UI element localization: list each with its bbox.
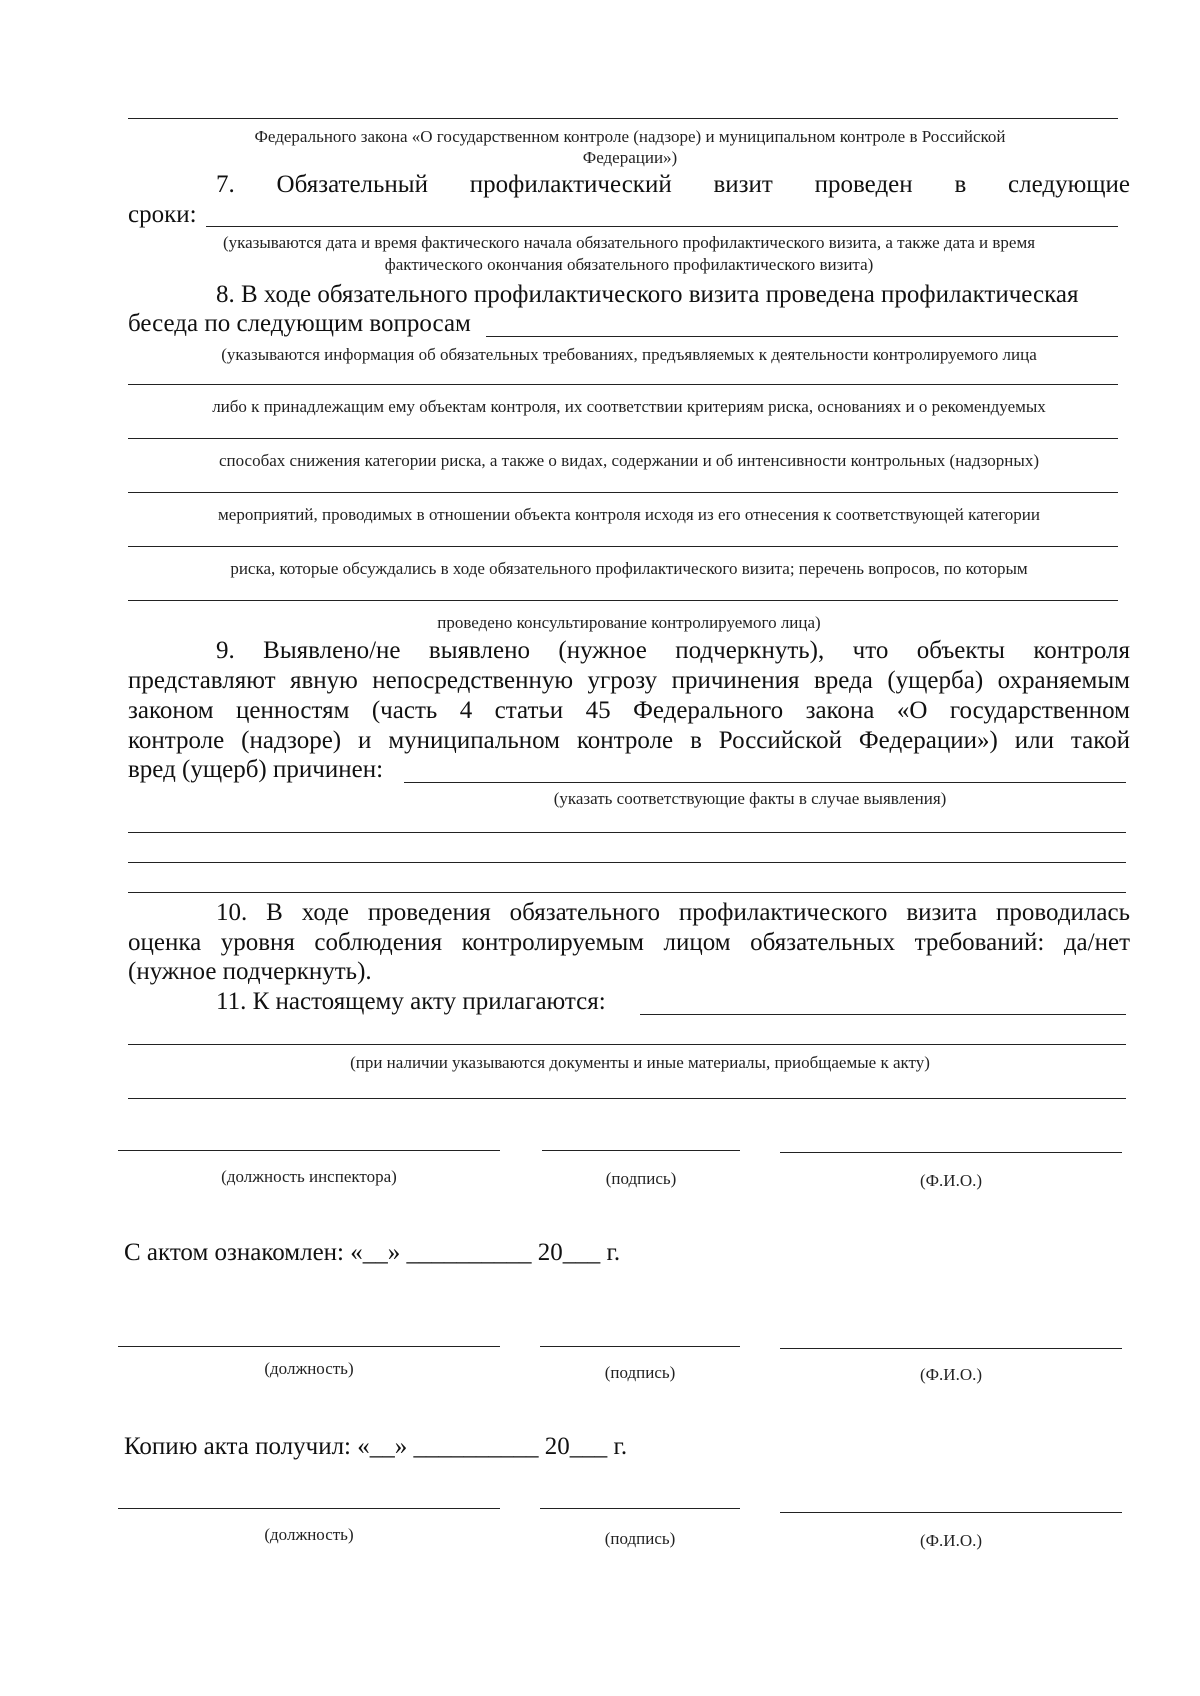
item8-caption-5: риска, которые обсуждались в ходе обязательного профилактического визита; перечень вопросов, по которым bbox=[230, 559, 1028, 578]
sign1-signature-line[interactable] bbox=[542, 1150, 740, 1151]
sign1-position-caption: (должность инспектора) bbox=[221, 1167, 397, 1186]
item8-fill-line-6[interactable] bbox=[128, 600, 1118, 601]
item8-caption-1: (указываются информация об обязательных требованиях, предъявляемых к деятельности контролируемого лица bbox=[221, 345, 1037, 364]
sign2-name-caption: (Ф.И.О.) bbox=[919, 1365, 983, 1384]
sign2-name-line[interactable] bbox=[780, 1348, 1122, 1349]
item9-line1: 9. Выявлено/не выявлено (нужное подчеркнуть), что объекты контроля bbox=[216, 637, 1130, 664]
item9-fill-line-3[interactable] bbox=[128, 862, 1126, 863]
item8-caption-4: мероприятий, проводимых в отношении объекта контроля исходя из его отнесения к соответствующей категории bbox=[218, 505, 1040, 524]
item9-fill-line-2[interactable] bbox=[128, 832, 1126, 833]
sign3-signature-line[interactable] bbox=[540, 1508, 740, 1509]
header-caption: Федерального закона «О государственном контроле (надзоре) и муниципальном контроле в Российской Федерации») bbox=[254, 127, 1006, 167]
item8-line2: беседа по следующим вопросам bbox=[128, 310, 471, 337]
item9-line4: контроле (надзоре) и муниципальном контроле в Российской Федерации») или такой bbox=[128, 727, 1130, 754]
sign1-position-line[interactable] bbox=[118, 1150, 500, 1151]
sign1-signature-caption: (подпись) bbox=[605, 1169, 677, 1188]
item11-fill-line-3[interactable] bbox=[128, 1098, 1126, 1099]
item8-fill-line-4[interactable] bbox=[128, 492, 1118, 493]
item7-fill-line[interactable] bbox=[206, 226, 1118, 227]
item8-fill-line-1[interactable] bbox=[486, 336, 1118, 337]
item7-caption-1: (указываются дата и время фактического начала обязательного профилактического визита, а также дата и время bbox=[222, 233, 1036, 252]
item9-fill-line-4[interactable] bbox=[128, 892, 1126, 893]
sign2-signature-line[interactable] bbox=[540, 1346, 740, 1347]
top-rule bbox=[128, 118, 1118, 119]
item7-line2-text: сроки: bbox=[128, 201, 197, 228]
item8-caption-6: проведено консультирование контролируемого лица) bbox=[437, 613, 821, 632]
sign3-name-caption: (Ф.И.О.) bbox=[919, 1531, 983, 1550]
item10-line1: 10. В ходе проведения обязательного профилактического визита проводилась bbox=[216, 899, 1130, 926]
sign3-signature-caption: (подпись) bbox=[604, 1529, 676, 1548]
item11-fill-line-1[interactable] bbox=[640, 1014, 1126, 1015]
item8-line1: 8. В ходе обязательного профилактического визита проведена профилактическая bbox=[216, 281, 1079, 308]
item9-line2: представляют явную непосредственную угрозу причинения вреда (ущерба) охраняемым bbox=[128, 667, 1130, 694]
sign3-position-line[interactable] bbox=[118, 1508, 500, 1509]
sign2-signature-caption: (подпись) bbox=[604, 1363, 676, 1382]
item8-fill-line-3[interactable] bbox=[128, 438, 1118, 439]
acquainted-line: С актом ознакомлен: «__» __________ 20___ г. bbox=[124, 1239, 621, 1266]
sign1-name-caption: (Ф.И.О.) bbox=[919, 1171, 983, 1190]
item8-fill-line-5[interactable] bbox=[128, 546, 1118, 547]
item7-caption-2: фактического окончания обязательного профилактического визита) bbox=[384, 255, 874, 274]
sign3-position-caption: (должность) bbox=[264, 1525, 354, 1544]
sign2-position-line[interactable] bbox=[118, 1346, 500, 1347]
item7-line1: 7. Обязательный профилактический визит проведен в следующие bbox=[216, 171, 1130, 198]
sign1-name-line[interactable] bbox=[780, 1152, 1122, 1153]
item9-last-line: вред (ущерб) причинен: bbox=[128, 756, 384, 783]
item9-caption: (указать соответствующие факты в случае выявления) bbox=[553, 789, 947, 808]
sign2-position-caption: (должность) bbox=[264, 1359, 354, 1378]
item10-line2: оценка уровня соблюдения контролируемым лицом обязательных требований: да/нет bbox=[128, 929, 1130, 956]
item8-fill-line-2[interactable] bbox=[128, 384, 1118, 385]
item11-line: 11. К настоящему акту прилагаются: bbox=[216, 988, 606, 1015]
item11-caption: (при наличии указываются документы и иные материалы, приобщаемые к акту) bbox=[350, 1053, 930, 1072]
item9-line3: законом ценностям (часть 4 статьи 45 Федерального закона «О государственном bbox=[128, 697, 1130, 724]
item10-last-line: (нужное подчеркнуть). bbox=[128, 958, 372, 985]
item8-caption-2: либо к принадлежащим ему объектам контроля, их соответствии критериям риска, основаниях и о рекомендуемых bbox=[212, 397, 1046, 416]
item11-fill-line-2[interactable] bbox=[128, 1044, 1126, 1045]
copy-received-line: Копию акта получил: «__» __________ 20___ г. bbox=[124, 1433, 628, 1460]
item9-fill-line-1[interactable] bbox=[404, 782, 1126, 783]
sign3-name-line[interactable] bbox=[780, 1512, 1122, 1513]
item8-caption-3: способах снижения категории риска, а также о видах, содержании и об интенсивности контрольных (надзорных) bbox=[218, 451, 1039, 470]
